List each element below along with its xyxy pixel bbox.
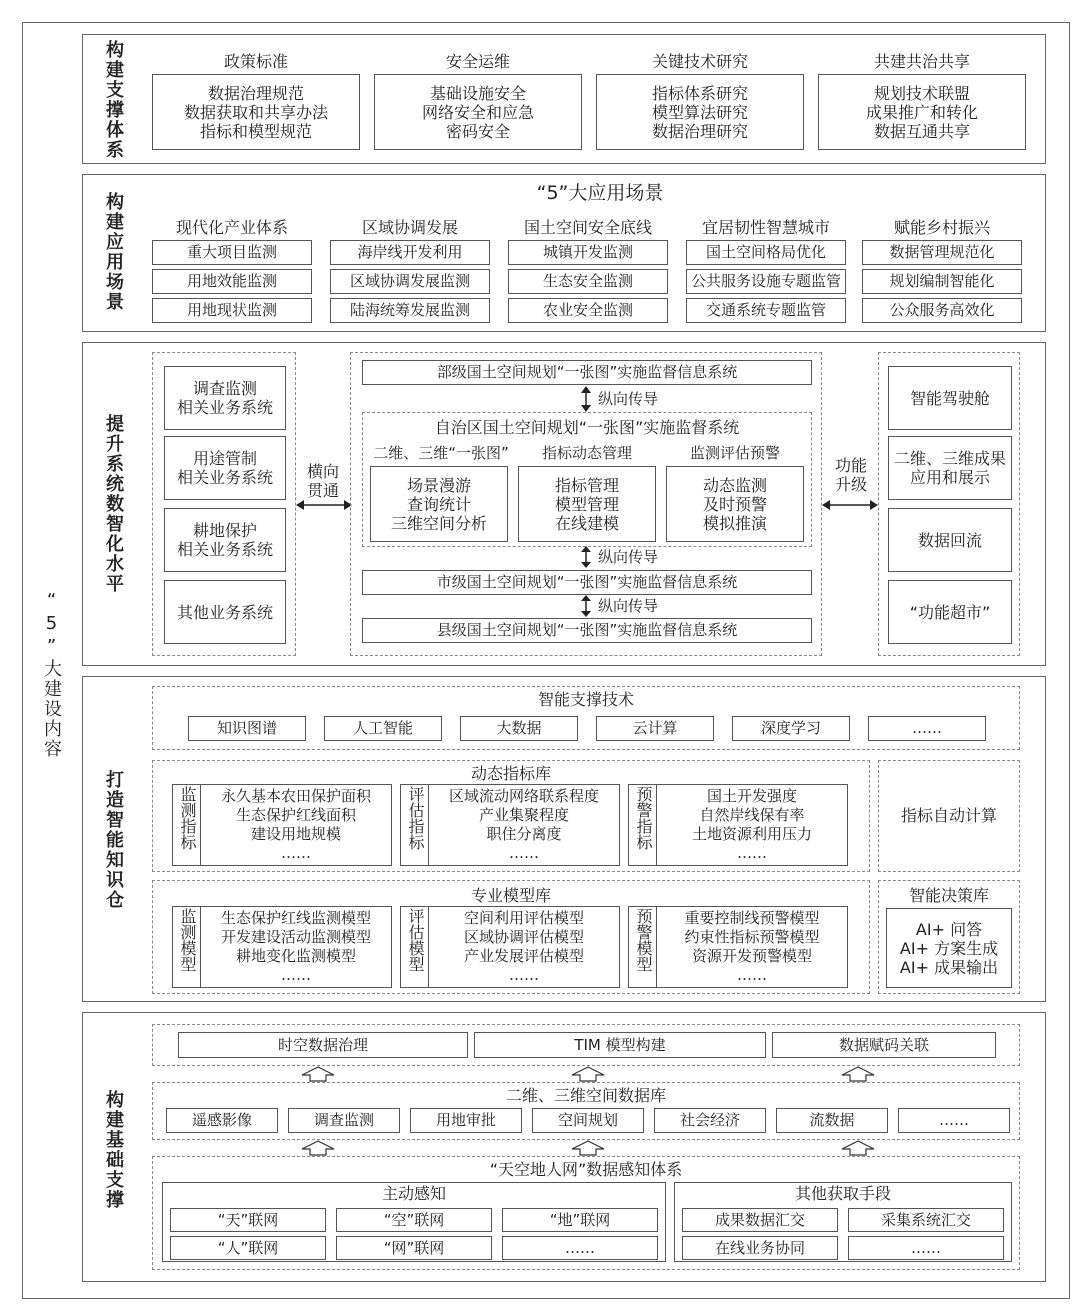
support-group-box-line: 指标和模型规范 [199,121,312,141]
left-system-box-line: 相关业务系统 [176,468,273,487]
process-item: 数据赋码关联 [772,1032,996,1058]
support-group-box-line: 成果推广和转化 [865,102,978,122]
lib-items-line: …… [737,844,767,862]
lib-divider [428,784,429,866]
lib-items [658,908,846,986]
db-item: 用地审批 [410,1108,522,1133]
app-item: 数据管理规范化 [862,240,1022,265]
tech-item: 深度学习 [732,716,850,741]
other-item: 采集系统汇交 [848,1208,1004,1232]
tech-item: 知识图谱 [188,716,306,741]
region-sub-box-line: 动态监测 [702,475,767,495]
ministry-system: 部级国土空间规划“一张图”实施监督信息系统 [362,360,812,385]
other-sources-title: 其他获取手段 [794,1184,891,1203]
db-item: …… [898,1108,1010,1133]
lib-tag: 监测指标 [178,786,197,850]
sensing-title: “天空地人网”数据感知体系 [489,1160,683,1179]
support-group-box [374,74,582,150]
active-sensing-title: 主动感知 [381,1184,446,1203]
lib-items-line: …… [737,966,767,984]
apps-title: 构建应用场景 [103,192,124,312]
lib-items-line: 区域协调评估模型 [463,928,584,946]
lib-items [202,786,390,864]
active-item: …… [502,1236,658,1260]
left-system-box [164,366,286,430]
app-item: 国土空间格局优化 [686,240,846,265]
region-sub-box-line: 在线建模 [554,513,619,533]
support-group-box [818,74,1026,150]
app-item: 公共服务设施专题监管 [686,269,846,294]
lib-items-line: …… [281,966,311,984]
lib-divider [656,906,657,988]
vertical-label-2: 纵向传导 [598,548,659,566]
horizontal-link-arrow [296,498,352,512]
left-system-box [164,580,286,644]
knowledge-title: 打造智能知识仓 [103,770,124,910]
support-group-box-line: 模型算法研究 [651,102,748,122]
lib-items-line: 自然岸线保有率 [699,806,805,824]
support-group-box-line: 数据互通共享 [873,121,970,141]
sub-header-indicators: 指标动态管理 [541,444,632,462]
db-item: 调查监测 [288,1108,400,1133]
db-item: 遥感影像 [166,1108,278,1133]
lib-tag: 预警指标 [634,786,653,850]
lib-tag: 监测模型 [178,908,197,972]
app-item: 规划编制智能化 [862,269,1022,294]
app-item: 重大项目监测 [152,240,312,265]
tech-item: 大数据 [460,716,578,741]
left-system-box-line: 调查监测 [192,379,257,398]
sub-header-maps: 二维、三维“一张图” [373,444,509,462]
horizontal-link-label: 横向 贯通 [306,462,339,500]
region-system-title: 自治区国土空间规划“一张图”实施监督系统 [434,418,740,437]
tech-item: …… [868,716,986,741]
vertical-arrow-3 [579,595,593,617]
app-col-header: 赋能乡村振兴 [893,218,990,237]
other-item: 成果数据汇交 [682,1208,838,1232]
support-group-box-line: 数据获取和共享办法 [183,102,328,122]
active-item: “天”联网 [170,1208,326,1232]
other-item: …… [848,1236,1004,1260]
lib-items-line: 生态保护红线面积 [235,806,356,824]
lib-items-line: 空间利用评估模型 [463,909,584,927]
lib-items-line: 职住分离度 [486,825,562,843]
other-item: 在线业务协同 [682,1236,838,1260]
process-item: TIM 模型构建 [474,1032,766,1058]
left-system-box-line: 其他业务系统 [176,602,273,622]
lib-items-line: 耕地变化监测模型 [235,947,356,965]
apps-subtitle: “5”大应用场景 [536,182,664,204]
decision-item: AI+ 成果输出 [899,957,999,977]
support-group-header: 共建共治共享 [873,52,970,71]
sub-header-monitoring: 监测评估预警 [689,444,780,462]
right-function-box [888,508,1012,572]
city-system: 市级国土空间规划“一张图”实施监督信息系统 [362,570,812,595]
lib-items-line: …… [281,844,311,862]
up-arrow [300,1066,336,1082]
active-item: “网”联网 [336,1236,492,1260]
db-item: 流数据 [776,1108,888,1133]
lib-items-line: 资源开发预警模型 [691,947,812,965]
app-item: 公众服务高效化 [862,298,1022,323]
support-group-box-line: 密码安全 [445,121,510,141]
left-system-box-line: 相关业务系统 [176,398,273,417]
decision-box [886,908,1012,988]
vertical-arrow-1 [579,386,593,412]
app-col-header: 国土空间安全底线 [523,218,652,237]
support-group-box-line: 规划技术联盟 [873,83,970,103]
right-function-box [888,580,1012,644]
function-upgrade-arrow [822,498,878,512]
app-item: 陆海统筹发展监测 [330,298,490,323]
left-system-box-line: 用途管制 [192,449,257,468]
support-group-header: 政策标准 [223,52,288,71]
up-arrow [570,1140,606,1156]
app-col-header: 现代化产业体系 [175,218,288,237]
vertical-label-1: 纵向传导 [598,390,659,408]
lib-items-line: 开发建设活动监测模型 [220,928,371,946]
active-item: “地”联网 [502,1208,658,1232]
support-title: 构建支撑体系 [103,40,124,160]
lib-tag: 预警模型 [634,908,653,972]
app-item: 农业安全监测 [508,298,668,323]
up-arrow [300,1140,336,1156]
right-function-box-line: “功能超市” [909,602,991,622]
right-function-box-line: 智能驾驶舱 [909,388,990,408]
lib-items [430,786,618,864]
lib-items-line: …… [509,844,539,862]
support-group-box-line: 基础设施安全 [429,83,526,103]
lib-items-line: 生态保护红线监测模型 [220,909,371,927]
region-sub-box [518,466,656,542]
app-item: 交通系统专题监管 [686,298,846,323]
right-function-box [888,366,1012,430]
lib-items-line: 重要控制线预警模型 [684,909,820,927]
app-item: 用地现状监测 [152,298,312,323]
lib-tag: 评估指标 [406,786,425,850]
tech-item: 人工智能 [324,716,442,741]
lib-items [658,786,846,864]
indicator-title: 动态指标库 [470,764,551,783]
up-arrow [570,1066,606,1082]
tech-item: 云计算 [596,716,714,741]
lib-items-line: 永久基本农田保护面积 [220,787,371,805]
support-group-header: 关键技术研究 [651,52,748,71]
support-group-box-line: 数据治理研究 [651,121,748,141]
lib-divider [200,906,201,988]
lib-tag: 评估模型 [406,908,425,972]
app-col-header: 区域协调发展 [361,218,458,237]
app-item: 用地效能监测 [152,269,312,294]
app-item: 生态安全监测 [508,269,668,294]
lib-divider [656,784,657,866]
app-item: 海岸线开发利用 [330,240,490,265]
lib-divider [428,906,429,988]
lib-items-line: 国土开发强度 [706,787,797,805]
region-sub-box-line: 查询统计 [406,494,471,514]
right-function-box [888,436,1012,500]
left-system-box-line: 耕地保护 [192,521,257,540]
region-sub-box [666,466,804,542]
lib-items-line: …… [509,966,539,984]
lib-items-line: 区域流动网络联系程度 [448,787,599,805]
outer-title: “5”大建设内容 [41,590,62,759]
up-arrow [840,1140,876,1156]
app-item: 区域协调发展监测 [330,269,490,294]
vertical-label-3: 纵向传导 [598,597,659,615]
region-sub-box-line: 及时预警 [702,494,767,514]
lib-divider [200,784,201,866]
region-sub-box-line: 场景漫游 [406,475,471,495]
support-group-box [596,74,804,150]
vertical-arrow-2 [579,546,593,568]
lib-items-line: 产业发展评估模型 [463,947,584,965]
active-item: “人”联网 [170,1236,326,1260]
right-function-box-line: 数据回流 [917,530,982,550]
active-item: “空”联网 [336,1208,492,1232]
tech-title: 智能支撑技术 [537,690,634,709]
system-title: 提升系统数智化水平 [103,414,124,594]
decision-item: AI+ 问答 [915,919,983,939]
support-group-header: 安全运维 [445,52,510,71]
base-title: 构建基础支撑 [103,1090,124,1210]
lib-items-line: 约束性指标预警模型 [684,928,820,946]
lib-items [202,908,390,986]
region-sub-box [370,466,508,542]
left-system-box-line: 相关业务系统 [176,540,273,559]
support-group-box-line: 数据治理规范 [207,83,304,103]
right-function-box-line: 二维、三维成果 [893,449,1006,468]
lib-items-line: 建设用地规模 [250,825,341,843]
left-system-box [164,508,286,572]
region-sub-box-line: 三维空间分析 [390,513,487,533]
left-system-box [164,436,286,500]
lib-items-line: 产业集聚程度 [478,806,569,824]
model-title: 专业模型库 [470,886,551,905]
process-item: 时空数据治理 [178,1032,468,1058]
right-function-box-line: 应用和展示 [909,468,990,487]
decision-title: 智能决策库 [908,886,989,905]
county-system: 县级国土空间规划“一张图”实施监督信息系统 [362,618,812,643]
app-item: 城镇开发监测 [508,240,668,265]
lib-items [430,908,618,986]
database-title: 二维、三维空间数据库 [505,1086,666,1105]
lib-items-line: 土地资源利用压力 [691,825,812,843]
auto-calc-label: 指标自动计算 [900,806,997,825]
decision-item: AI+ 方案生成 [899,938,999,958]
app-col-header: 宜居韧性智慧城市 [701,218,830,237]
function-upgrade-label: 功能 升级 [834,456,867,494]
region-sub-box-line: 指标管理 [554,475,619,495]
db-item: 社会经济 [654,1108,766,1133]
up-arrow [840,1066,876,1082]
support-group-box-line: 指标体系研究 [651,83,748,103]
region-sub-box-line: 模型管理 [554,494,619,514]
db-item: 空间规划 [532,1108,644,1133]
region-sub-box-line: 模拟推演 [702,513,767,533]
support-group-box-line: 网络安全和应急 [421,102,534,122]
support-group-box [152,74,360,150]
